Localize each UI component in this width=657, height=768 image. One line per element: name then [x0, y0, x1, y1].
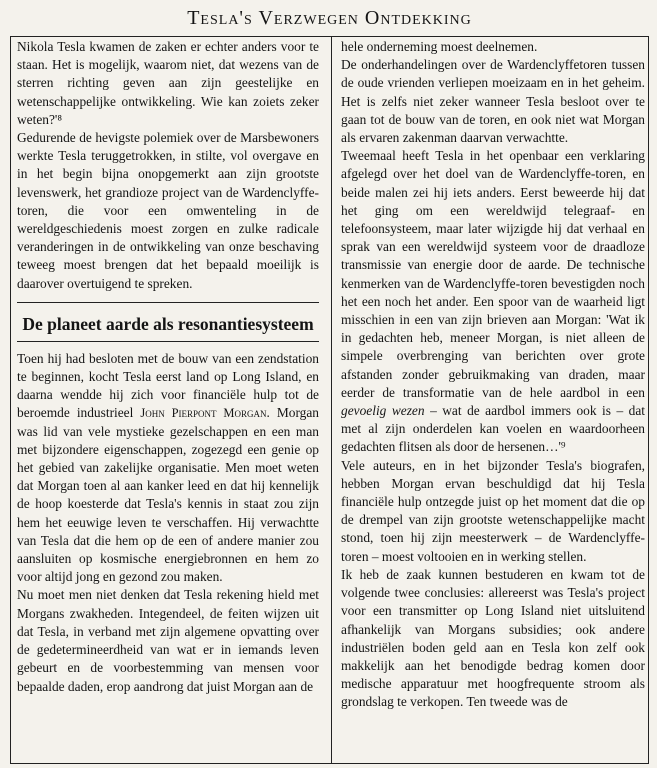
- paragraph: hele onderneming moest deelnemen.: [341, 39, 538, 54]
- right-column: [341, 38, 645, 762]
- person-name: John Pierpont Morgan: [140, 406, 267, 421]
- running-header: [10, 0, 649, 37]
- paragraph: Ik heb de zaak kunnen bestuderen en kwam tot de volgende twee conclusies: allereerst was Tesla's project voor een transmitter op Long Island niet uitsluitend afhankelijk van Morgans subsidies; ook andere industriëlen boden geld aan en Tesla kon zelf ook makkelijk aan het benodigde bedrag komen door medische apparatuur met hoogfrequente stroom als grondslag te verkopen. Ten tweede was de: [341, 566, 645, 710]
- paragraph: Vele auteurs, en in het bijzonder Tesla's biografen, hebben Morgan ervan beschuldigd dat hij Tesla financiële hulp ontzegde juist op het moment dat die op de drempel van zijn grootste wetenschappelijke macht stond, toen hij zijn meesterwerk – de Wardenclyffe-toren – moest voltooien en in werking stellen.: [341, 457, 645, 564]
- paragraph: De onderhandelingen over de Wardenclyffetoren tussen de oude vrienden verliepen moeizaam en in het geheim. Het is zelfs niet zeker wanneer Tesla besloot over te gaan tot de bouw van de toren, en ook niet wat Morgan als ervaren zakenman daarvan verwachtte.: [341, 57, 645, 146]
- text-run: Toen hij had besloten met de bouw van een zendstation te beginnen, kocht Tesla eerst land op Long Island, en daarna wendde hij zich voor financiële hulp tot de beroemde industrieel: [17, 350, 319, 421]
- left-column: [17, 38, 319, 762]
- paragraph: [341, 147, 645, 456]
- column-divider: [331, 36, 332, 764]
- paragraph: Nikola Tesla kwamen de zaken er echter anders voor te staan. Het is mogelijk, waarom niet, dat wezens van de sterren richting geven aan zijn geestelijke en wetenschappelijke ontwikkeling. Wie kan zoiets zeker weten?'⁸: [17, 39, 319, 127]
- paragraph: [17, 350, 319, 587]
- text-run: – wat de aardbol immers ook is – dat met al zijn onderdelen kan voelen en waardoorheen gedachten flitsen als door de hersenen…'⁹: [341, 403, 645, 455]
- chapter-title: Tesla's Verzwegen Ontdekking: [187, 7, 472, 29]
- paragraph: Nu moet men niet denken dat Tesla rekening hield met Morgans zwakheden. Integendeel, de feiten wijzen uit dat Tesla, in verband met zijn algemene opvatting over de gedetermineerdheid van wat er in iemands leven gebeurt en de voorbestemming van mensen voor bepaalde daden, erop aandrong dat juist Morgan aan de: [17, 587, 319, 694]
- text-run: Tweemaal heeft Tesla in het openbaar een verklaring afgelegd over het doel van de Wardenclyffe-toren, en beide malen zei hij iets anders. Eerst beweerde hij dat het ging om een wereldwijd telegraaf- en telefoonsysteem, maar later wijzigde hij dat verhaal en sprak van een wereldwijd systeem voor de draadloze transmissie van energie door de aarde. De technische kenmerken van de Wardenclyffe-toren bevestigden noch het een noch het ander. Een spoor van de waarheid ligt misschien in een van zijn brieven aan Morgan: 'Wat ik in gedachten heb, meneer Morgan, is niet alleen de simpele overbrenging van berichten over grote afstanden zonder gebruikmaking van draden, maar eerder de transformatie van de hele aardbol in een: [341, 148, 645, 400]
- text-run: . Morgan was lid van vele mystieke gezelschappen en een man met bijzondere eigenschappen, zogezegd een genie op het gebied van zakelijke organisatie. Men moet weten dat Morgan toen al aan kanker leed en dat hij kennelijk de hoop koesterde dat Tesla's kennis in staat zou zijn hem het eeuwige leven te verschaffen. Hij verwachtte van Tesla dat die hem op de een of andere manier zou aansluiten op kosmische energiebronnen en hem zo voor altijd jong en gezond zou maken.: [17, 405, 319, 585]
- section-heading: De planeet aarde als resonantiesysteem: [22, 313, 314, 334]
- emphasis: gevoelig wezen: [341, 403, 425, 419]
- paragraph: Gedurende de hevigste polemiek over de Marsbewoners werkte Tesla teruggetrokken, in stilte, vol overgave en in het begin bijna onopgemerkt aan zijn grootste levenswerk, het grandioze project van de Wardenclyffe-toren, die voor een omwenteling in de wereldgeschiedenis moest zorgen en zulke radicale veranderingen in de ontwikkeling van onze beschaving teweeg moest brengen dat het bepaald moeilijk is daarover overtuigend te spreken.: [17, 130, 319, 291]
- section-rule-bottom: [17, 341, 319, 342]
